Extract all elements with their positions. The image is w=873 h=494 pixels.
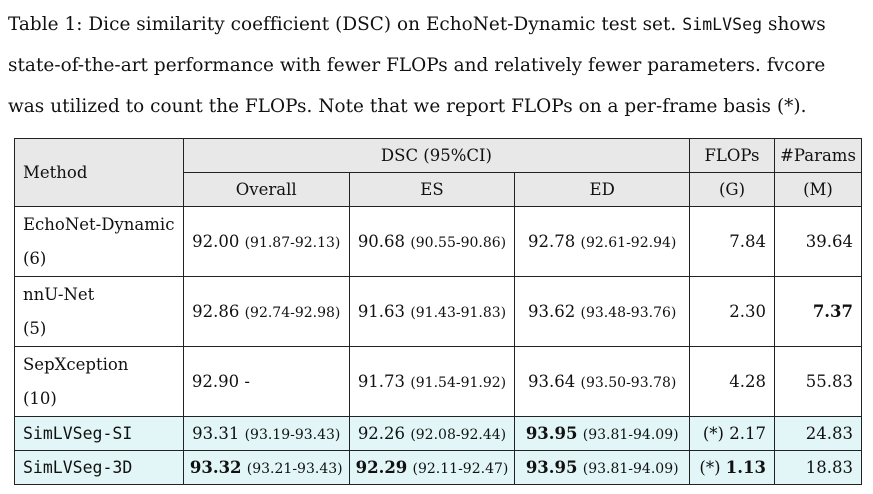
table-row <box>15 451 862 485</box>
flops-cell: 2.30 <box>690 277 775 347</box>
ed-cell: 92.78 (92.61-92.94) <box>515 207 690 277</box>
table-caption <box>8 4 868 127</box>
table-row <box>15 277 862 347</box>
method-cell: nnU-Net (5) <box>15 277 184 347</box>
header-es: ES <box>349 173 515 207</box>
header-flops: FLOPs <box>690 139 775 173</box>
overall-cell: 92.86 (92.74-92.98) <box>183 277 349 347</box>
ed-cell: 93.62 (93.48-93.76) <box>515 277 690 347</box>
method-cell: SepXception (10) <box>15 347 184 417</box>
params-cell: 55.83 <box>774 347 861 417</box>
ed-cell: 93.64 (93.50-93.78) <box>515 347 690 417</box>
method-name-inline: SimLVSeg <box>682 15 763 34</box>
overall-cell: 93.32 (93.21-93.43) <box>183 451 349 485</box>
es-cell: 91.63 (91.43-91.83) <box>349 277 515 347</box>
header-overall: Overall <box>183 173 349 207</box>
flops-cell: 4.28 <box>690 347 775 417</box>
method-cell: EchoNet-Dynamic (6) <box>15 207 184 277</box>
overall-cell: 92.00 (91.87-92.13) <box>183 207 349 277</box>
header-row-1 <box>15 139 862 173</box>
method-cell: SimLVSeg-3D <box>15 451 184 485</box>
overall-cell: 92.90 - <box>183 347 349 417</box>
table-row <box>15 347 862 417</box>
method-cell: SimLVSeg-SI <box>15 417 184 451</box>
header-method: Method <box>15 139 184 207</box>
ed-cell: 93.95 (93.81-94.09) <box>515 451 690 485</box>
flops-cell: (*) 2.17 <box>690 417 775 451</box>
header-params: #Params <box>774 139 861 173</box>
params-cell: 39.64 <box>774 207 861 277</box>
header-dsc: DSC (95%CI) <box>183 139 689 173</box>
caption-line-1: Table 1: Dice similarity coefficient (DSC) on EchoNet-Dynamic test set. SimLVSeg shows <box>8 14 826 35</box>
es-cell: 91.73 (91.54-91.92) <box>349 347 515 417</box>
header-ed: ED <box>515 173 690 207</box>
table-row <box>15 207 862 277</box>
params-cell: 24.83 <box>774 417 861 451</box>
header-params-unit: (M) <box>774 173 861 207</box>
table-row <box>15 417 862 451</box>
results-table <box>14 138 862 485</box>
ed-cell: 93.95 (93.81-94.09) <box>515 417 690 451</box>
caption-line-3: was utilized to count the FLOPs. Note that we report FLOPs on a per-frame basis (*). <box>8 96 807 117</box>
overall-cell: 93.31 (93.19-93.43) <box>183 417 349 451</box>
header-flops-unit: (G) <box>690 173 775 207</box>
es-cell: 92.29 (92.11-92.47) <box>349 451 515 485</box>
caption-line-2: state-of-the-art performance with fewer FLOPs and relatively fewer parameters. fvcore <box>8 55 826 76</box>
flops-cell: (*) 1.13 <box>690 451 775 485</box>
params-cell: 7.37 <box>774 277 861 347</box>
flops-cell: 7.84 <box>690 207 775 277</box>
params-cell: 18.83 <box>774 451 861 485</box>
es-cell: 90.68 (90.55-90.86) <box>349 207 515 277</box>
es-cell: 92.26 (92.08-92.44) <box>349 417 515 451</box>
